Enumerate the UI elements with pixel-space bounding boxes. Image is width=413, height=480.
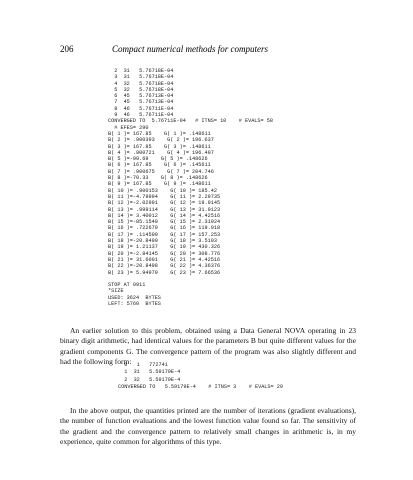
output-line: B( 11 )=-4.79994 G( 11 )= 2.29735 — [108, 193, 221, 200]
output-line: B( 14 )= 3.40012 G( 14 )= 4.42516 — [108, 212, 221, 219]
paragraph-earlier-solution — [60, 326, 356, 367]
output-line: B( 1 )= 167.85 G( 1 )= .148611 — [108, 130, 211, 137]
output-line: B( 3 )= 167.85 G( 3 )= .148611 — [108, 143, 211, 150]
output-line: B( 9 )= 167.85 G( 9 )= .148611 — [108, 181, 211, 188]
paragraph-explanation — [60, 406, 356, 447]
output-line: B( 15 )=-85.1549 G( 15 )= 2.31924 — [108, 219, 221, 226]
output-line: B( 17 )= .114509 G( 17 )= 157.253 — [108, 231, 221, 238]
output-line: B( 13 )= .999114 G( 13 )= 31.9123 — [108, 206, 221, 213]
output-line: B( 21 )= 31.6001 G( 21 )= 4.42516 — [108, 256, 221, 263]
output-line: B( 10 )= .900153 G( 10 )= 185.42 — [108, 187, 217, 194]
output-line: B( 16 )= .722679 G( 16 )= 119.018 — [108, 225, 221, 232]
output-line: 5 32 5.76718E-04 — [108, 86, 174, 93]
output-line: B( 20 )=-2.84145 G( 20 )= 308.776 — [108, 250, 221, 257]
output-line: 2 32 5.59179E-4 — [118, 376, 181, 383]
running-title: Compact numerical methods for computers — [112, 44, 268, 54]
output-line: 2 31 5.76718E-04 — [108, 68, 174, 74]
output-line: B( 22 )=-20.8498 G( 22 )= 4.36376 — [108, 263, 221, 270]
output-line: B( 7 )= .900675 G( 7 )= 204.746 — [108, 168, 214, 175]
output-line: B( 12 )=-2.02991 G( 12 )= 19.9145 — [108, 200, 221, 207]
paragraph-text: In the above output, the quantities printed are the number of iterations (gradient evaluations), the number of function evaluations and the lowest function value found so far. The sensitivity of the gradient and the convergence pattern to relatively small changes in arithmetic is, in my experience, quite common for algorithms of this type. — [60, 406, 356, 446]
program-output-listing — [108, 68, 273, 307]
output-line: # EFES= 290 — [108, 124, 149, 131]
output-line: *SIZE — [108, 288, 124, 295]
output-line: B( 23 )= 5.94979 G( 23 )= 7.66536 — [108, 269, 221, 276]
output-line: 7 45 5.76713E-04 — [108, 99, 174, 106]
output-line: B( 5 )=-99.69 G( 5 )= .148626 — [108, 156, 208, 163]
output-line: STOP AT 0911 — [108, 282, 146, 289]
paragraph-text: An earlier solution to this problem, obtained using a Data General NOVA operating in 23 binary digit arithmetic, had identical values for the parameters B but quite different values for the gradient components G. The convergence pattern of the program was also slightly different and had the following form: — [60, 326, 356, 366]
output-line: B( 2 )= .900393 G( 2 )= 196.637 — [108, 137, 214, 144]
convergence-pattern-listing — [118, 362, 283, 392]
output-line: LEFT: 5760 BYTES — [108, 300, 161, 307]
output-line: 1 31 5.59179E-4 — [118, 369, 181, 376]
output-line: 6 45 5.76713E-04 — [108, 93, 174, 100]
output-line: 8 46 5.76711E-04 — [108, 105, 174, 112]
output-line: 9 46 5.76711E-04 — [108, 112, 174, 119]
output-line: 4 32 5.76718E-04 — [108, 80, 174, 87]
output-line: USED: 3624 BYTES — [108, 294, 161, 301]
output-line: B( 4 )= .900721 G( 4 )= 196.497 — [108, 149, 214, 156]
output-line: B( 8 )=-70.33 G( 8 )= .148626 — [108, 175, 208, 182]
page-header — [60, 44, 360, 56]
output-line: CONVERGED TO 5.59179E-4 # ITNS= 3 # EVALS= 29 — [118, 384, 283, 391]
output-line: CONVERGED TO 5.76711E-04 # ITNS= 10 # EVALS= 58 — [108, 118, 273, 125]
page-number: 206 — [60, 44, 74, 54]
output-line: B( 18 )=-20.8499 G( 18 )= 3.5103 — [108, 238, 217, 245]
output-line: 0 1 772741 — [118, 362, 168, 368]
output-line: B( 19 )= 1.21137 G( 19 )= 430.326 — [108, 244, 221, 251]
output-line: 3 31 5.76718E-04 — [108, 74, 174, 81]
output-line: B( 6 )= 167.85 G( 6 )= .145611 — [108, 162, 211, 169]
